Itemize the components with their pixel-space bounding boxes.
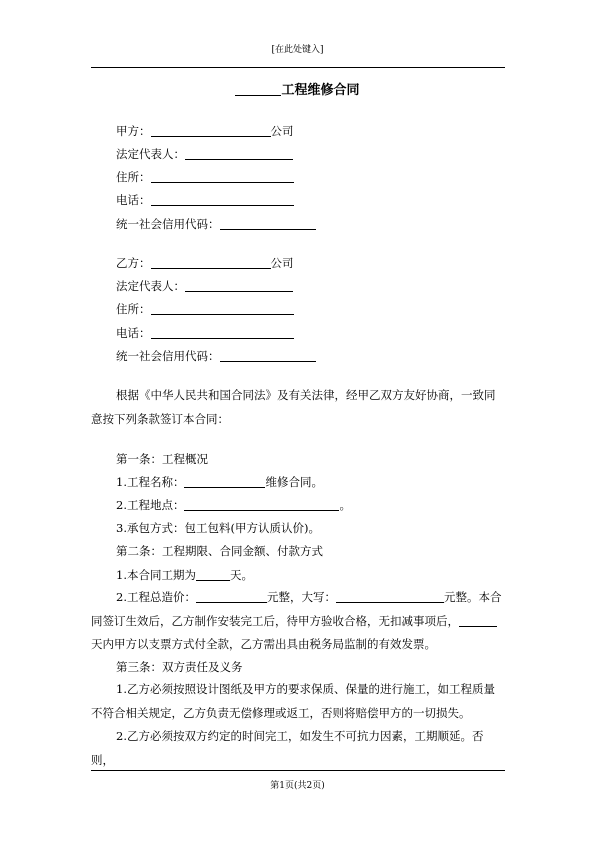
party-a-address-blank xyxy=(151,170,294,183)
party-b-address-line xyxy=(116,302,294,316)
party-a-credit-label: 统一社会信用代码： xyxy=(116,217,220,231)
party-a-credit-blank xyxy=(220,217,316,230)
article-1-item-1-prefix: 1.工程名称： xyxy=(116,475,185,489)
party-a-rep-line xyxy=(116,147,293,161)
party-b-address-label: 住所： xyxy=(116,302,151,316)
duration-blank xyxy=(196,568,230,581)
page-footer: 第1页(共2页) xyxy=(270,781,325,791)
party-b-credit-line xyxy=(116,349,316,363)
party-b-credit-blank xyxy=(220,349,316,362)
article-1-item-1 xyxy=(116,475,323,489)
party-b-name-line xyxy=(116,256,294,270)
party-b-address-blank xyxy=(151,302,294,315)
party-b-name-suffix: 公司 xyxy=(270,256,294,270)
article-1-item-3: 3.承包方式：包工包料(甲方认质认价)。 xyxy=(116,521,320,535)
party-a-credit-line xyxy=(116,217,316,231)
party-a-rep-label: 法定代表人： xyxy=(116,147,185,161)
article-3-heading: 第三条：双方责任及义务 xyxy=(116,660,243,674)
project-name-blank xyxy=(184,475,265,488)
party-a-address-label: 住所： xyxy=(116,170,151,184)
party-a-name-label: 甲方： xyxy=(116,124,151,138)
intro-paragraph: 根据《中华人民共和国合同法》及有关法律，经甲乙双方友好协商，一致同意按下列条款签订本合同： xyxy=(91,388,496,426)
party-a-address-line xyxy=(116,170,294,184)
party-b-rep-blank xyxy=(185,279,293,292)
footer-rule xyxy=(91,770,505,771)
party-a-phone-label: 电话： xyxy=(116,193,151,207)
party-a-rep-blank xyxy=(185,147,293,160)
article-2-item-2-c: 元整。本合同签订生效后，乙方制作安装完工后，待甲方验收合格，无扣减事项后， xyxy=(91,590,502,628)
article-3-item-1: 1.乙方必须按照设计图纸及甲方的要求保质、保量的进行施工，如工程质量不符合相关规定，乙方负责无偿修理或返工，否则将赔偿甲方的一切损失。 xyxy=(91,682,495,720)
party-b-phone-line xyxy=(116,326,294,340)
total-price-blank xyxy=(196,590,267,603)
article-1-item-1-suffix: 维修合同。 xyxy=(265,475,323,489)
payment-days-blank xyxy=(459,614,497,627)
title-blank xyxy=(235,83,281,96)
article-3-item-2: 2.乙方必须按双方约定的时间完工，如发生不可抗力因素，工期顺延。否则， xyxy=(91,729,484,767)
article-1-item-2-prefix: 2.工程地点： xyxy=(116,498,185,512)
article-2-item-1-prefix: 1.本合同工期为 xyxy=(116,568,196,582)
article-2-item-2-d: 天内甲方以支票方式付全款，乙方需出具由税务局监制的有效发票。 xyxy=(91,637,436,651)
article-2-heading: 第二条：工程期限、合同金额、付款方式 xyxy=(116,544,323,558)
header-rule xyxy=(91,67,505,68)
title-text: 工程维修合同 xyxy=(281,83,360,98)
party-b-phone-blank xyxy=(151,326,294,339)
party-b-rep-label: 法定代表人： xyxy=(116,279,185,293)
article-2-item-1 xyxy=(116,568,253,582)
article-1-heading: 第一条：工程概况 xyxy=(116,452,208,466)
article-1-item-2 xyxy=(116,498,351,512)
contract-title xyxy=(0,79,595,98)
article-2-item-1-suffix: 天。 xyxy=(229,568,253,582)
party-a-phone-blank xyxy=(151,193,294,206)
party-b-phone-label: 电话： xyxy=(116,326,151,340)
party-b-name-label: 乙方： xyxy=(116,256,151,270)
party-a-name-blank xyxy=(151,124,271,137)
article-2-item-2-b: 元整，大写： xyxy=(266,590,336,604)
party-b-credit-label: 统一社会信用代码： xyxy=(116,349,220,363)
project-location-blank xyxy=(184,498,339,511)
article-2-item-2 xyxy=(91,586,506,657)
party-b-name-blank xyxy=(151,256,271,269)
page-header: [在此处键入] xyxy=(271,45,324,55)
party-a-name-line xyxy=(116,124,294,138)
party-b-rep-line xyxy=(116,279,293,293)
party-a-phone-line xyxy=(116,193,294,207)
article-1-item-2-suffix: 。 xyxy=(339,498,351,512)
article-2-item-2-a: 2.工程总造价： xyxy=(116,590,196,604)
total-price-words-blank xyxy=(336,590,444,603)
party-a-name-suffix: 公司 xyxy=(270,124,294,138)
